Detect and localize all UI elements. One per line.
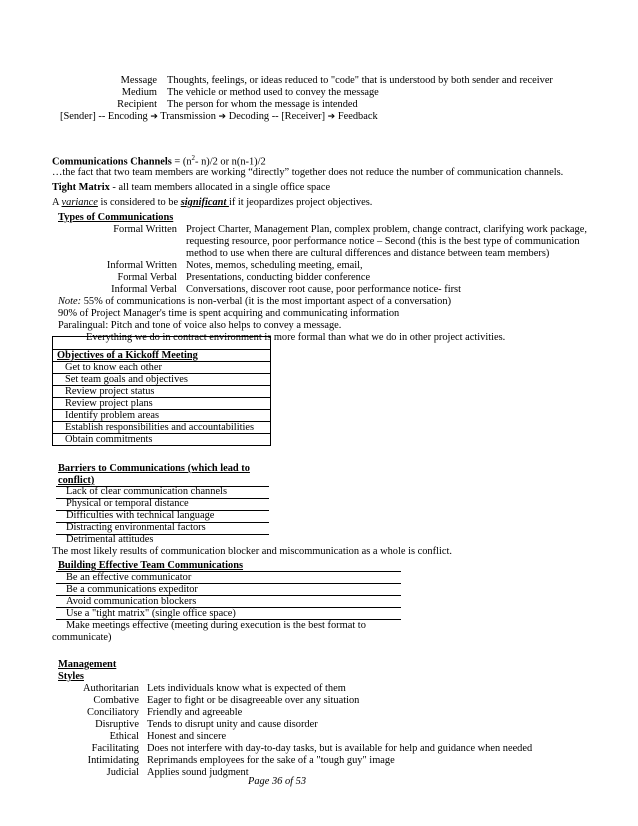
style-def: Tends to disrupt unity and cause disorder — [147, 719, 318, 730]
page-footer: Page 36 of 53 — [248, 776, 307, 787]
arrow-right-icon: ➔ — [218, 112, 227, 122]
list-item-cont: communicate) — [52, 632, 112, 643]
list-item: Detrimental attitudes — [66, 534, 154, 545]
informal-written-term: Informal Written — [106, 260, 177, 271]
list-item: Physical or temporal distance — [66, 498, 189, 509]
informal-verbal-term: Informal Verbal — [111, 284, 177, 295]
styles-heading-cont: Styles — [58, 671, 84, 682]
channels-formula: Communications Channels = ($n^2-$ n)/2 or n(n-1)/2 — [52, 154, 266, 168]
list-item: Use a "tight matrix" (single office space) — [66, 608, 236, 619]
styles-heading: Management — [58, 659, 117, 670]
nonverbal-note: Note: 55% of communications is non-verbal (it is the most important aspect of a conversation) — [58, 296, 452, 307]
style-term: Facilitating — [91, 743, 139, 754]
paralingual-line: Paralingual: Pitch and tone of voice also helps to convey a message. — [58, 320, 342, 331]
style-def: Does not interfere with day-to-day tasks, but is available for help and guidance when needed — [147, 743, 533, 754]
list-item: Difficulties with technical language — [66, 510, 215, 521]
style-term: Authoritarian — [83, 683, 139, 694]
arrow-right-icon: ➔ — [150, 112, 158, 122]
barriers-conclusion: The most likely results of communication blocker and miscommunication as a whole is conflict. — [52, 546, 452, 557]
style-def: Honest and sincere — [147, 731, 227, 742]
list-item: Get to know each other — [53, 362, 270, 374]
list-item: Identify problem areas — [53, 410, 270, 422]
recipient-row: Recipient — [117, 99, 157, 110]
tight-matrix: Tight Matrix - all team members allocated in a single office space — [52, 182, 331, 193]
style-def: Applies sound judgment — [147, 767, 249, 778]
style-term: Disruptive — [95, 719, 139, 730]
formal-written-def: Project Charter, Management Plan, complex problem, change contract, clarifying work package, requesting resource, poor performance notice – Second (this is the best type of communication method to use when there are cultural differences and distance between team members) — [186, 224, 587, 259]
list-item: Set team goals and objectives — [53, 374, 270, 386]
kickoff-spacer — [53, 337, 270, 350]
list-item: Be a communications expeditor — [66, 584, 198, 595]
style-term: Judicial — [106, 767, 139, 778]
message-row: Message — [120, 75, 157, 86]
variance-line: A variance is considered to be significant if it jeopardizes project objectives. — [52, 197, 373, 208]
style-term: Intimidating — [87, 755, 139, 766]
style-term: Ethical — [109, 731, 139, 742]
list-item: Make meetings effective (meeting during execution is the best format to — [66, 620, 366, 631]
types-heading: Types of Communications — [58, 212, 174, 223]
style-def: Friendly and agreeable — [147, 707, 243, 718]
formal-verbal-term: Formal Verbal — [117, 272, 177, 283]
style-def: Eager to fight or be disagreeable over any situation — [147, 695, 360, 706]
barriers-heading: Barriers to Communications (which lead to — [58, 463, 250, 474]
recipient-def: The person for whom the message is intended — [167, 99, 358, 110]
list-item: Review project status — [53, 386, 270, 398]
list-item: Obtain commitments — [65, 434, 153, 445]
formal-written-term: Formal Written — [113, 224, 177, 235]
list-item: Lack of clear communication channels — [66, 486, 227, 497]
medium-row: Medium — [121, 87, 157, 98]
informal-written-def: Notes, memos, scheduling meeting, email, — [186, 260, 363, 271]
barriers-heading-cont: conflict) — [58, 475, 95, 486]
list-item: Establish responsibilities and accountabilities — [53, 422, 270, 434]
list-item: Distracting environmental factors — [66, 522, 206, 533]
list-item: Review project plans — [53, 398, 270, 410]
building-heading: Building Effective Team Communications — [58, 560, 244, 571]
style-def: Reprimands employees for the sake of a "tough guy" image — [147, 755, 395, 766]
pm-time-line: 90% of Project Manager's time is spent acquiring and communicating information — [58, 308, 400, 319]
informal-verbal-def: Conversations, discover root cause, poor performance notice- first — [186, 284, 461, 295]
list-item: Avoid communication blockers — [66, 596, 197, 607]
style-term: Combative — [93, 695, 139, 706]
style-term: Conciliatory — [87, 707, 139, 718]
formal-verbal-def: Presentations, conducting bidder conference — [186, 272, 371, 283]
communication-flow: [Sender] -- Encoding ➔ Transmission ➔ Decoding -- [Receiver] ➔ Feedback — [60, 111, 378, 122]
kickoff-heading: Objectives of a Kickoff Meeting — [53, 350, 270, 362]
list-item: Be an effective communicator — [66, 572, 192, 583]
medium-def: The vehicle or method used to convey the message — [167, 87, 379, 98]
channels-note: …the fact that two team members are working “directly” together does not reduce the number of communication channels. — [52, 167, 564, 178]
kickoff-box — [52, 336, 271, 446]
message-def: Thoughts, feelings, or ideas reduced to "code" that is understood by both sender and receiver — [167, 75, 553, 86]
contract-formal-line: Everything we do in contract environment is more formal than what we do in other project activities. — [86, 332, 506, 343]
arrow-right-icon: ➔ — [327, 112, 336, 122]
style-def: Lets individuals know what is expected of them — [147, 683, 346, 694]
